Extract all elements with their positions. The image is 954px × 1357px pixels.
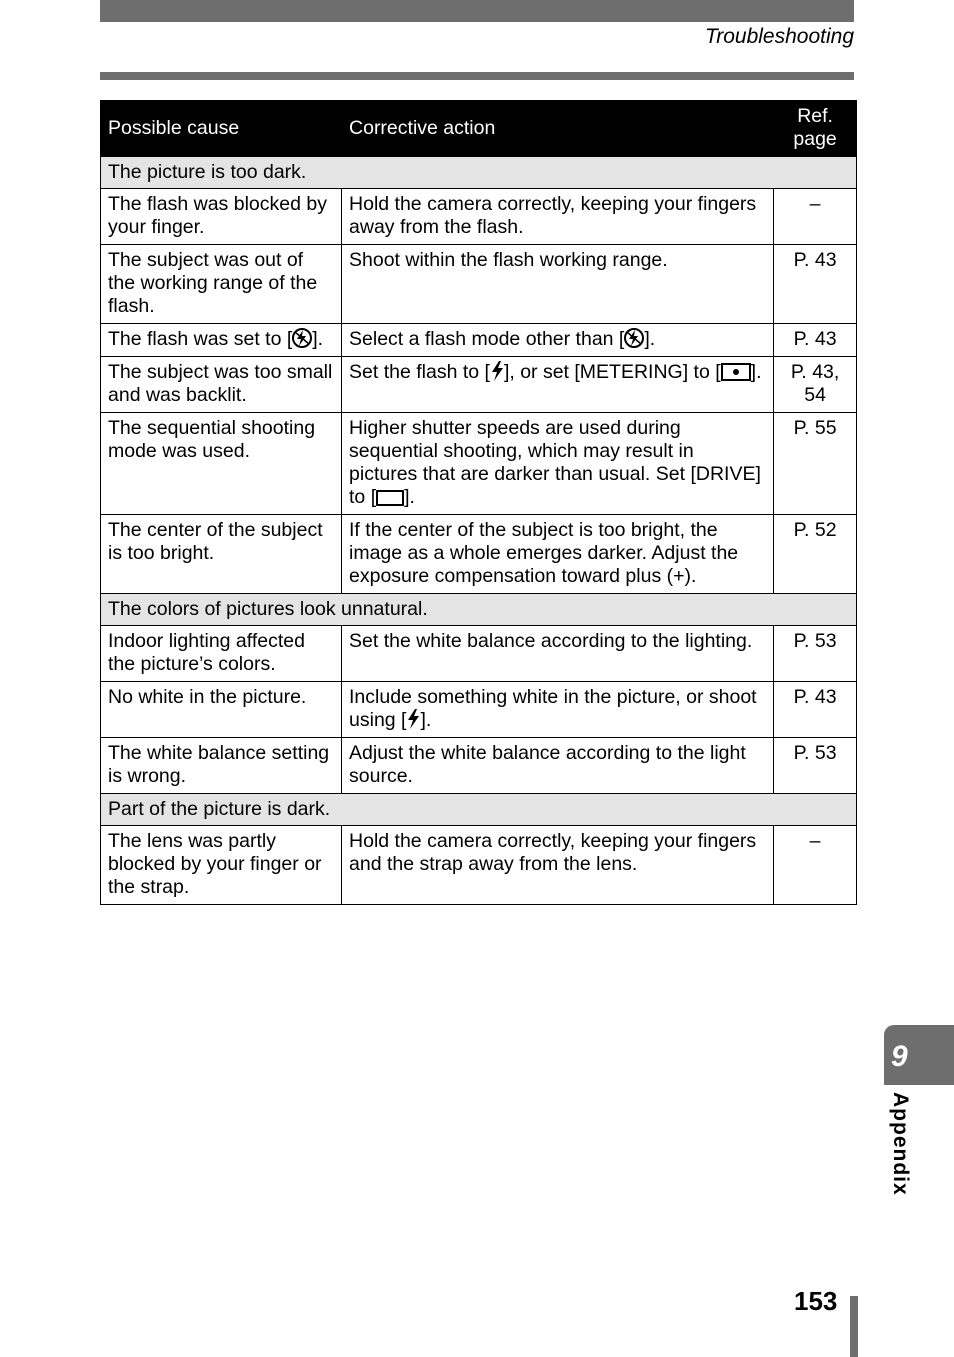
flash-off-icon bbox=[292, 328, 312, 348]
header-rule bbox=[100, 72, 854, 80]
table-row bbox=[101, 245, 857, 324]
cause-cell: No white in the picture. bbox=[101, 682, 342, 738]
running-header-title: Troubleshooting bbox=[704, 25, 854, 48]
section-row bbox=[101, 157, 857, 189]
table-row bbox=[101, 826, 857, 905]
table-header-row bbox=[101, 101, 857, 157]
column-header-ref: Ref. page bbox=[774, 101, 857, 157]
cause-cell: The lens was partly blocked by your finger or the strap. bbox=[101, 826, 342, 905]
action-cell: Set the white balance according to the lighting. bbox=[342, 626, 774, 682]
action-cell: If the center of the subject is too bright, the image as a whole emerges darker. Adjust the exposure compensation toward plus (+). bbox=[342, 515, 774, 594]
column-header-action: Corrective action bbox=[342, 101, 774, 157]
table-row bbox=[101, 324, 857, 357]
action-cell: Include something white in the picture, or shoot using [ ]. bbox=[342, 682, 774, 738]
ref-cell: P. 43 bbox=[774, 324, 857, 357]
action-cell: Shoot within the flash working range. bbox=[342, 245, 774, 324]
action-cell: Hold the camera correctly, keeping your fingers away from the flash. bbox=[342, 189, 774, 245]
ref-cell: – bbox=[774, 826, 857, 905]
section-title: The picture is too dark. bbox=[101, 157, 857, 189]
ref-cell: P. 55 bbox=[774, 413, 857, 515]
ref-cell: P. 53 bbox=[774, 738, 857, 794]
section-row bbox=[101, 594, 857, 626]
chapter-label: Appendix bbox=[889, 1092, 912, 1196]
chapter-number: 9 bbox=[891, 1040, 908, 1073]
cause-cell: The subject was too small and was backlit. bbox=[101, 357, 342, 413]
ref-cell: P. 52 bbox=[774, 515, 857, 594]
cause-cell: Indoor lighting affected the picture’s colors. bbox=[101, 626, 342, 682]
action-cell: Set the flash to [ ], or set [METERING] to [ ]. bbox=[342, 357, 774, 413]
single-frame-icon bbox=[376, 490, 404, 506]
ref-cell: P. 43 bbox=[774, 245, 857, 324]
action-cell: Select a flash mode other than [ ]. bbox=[342, 324, 774, 357]
table-row bbox=[101, 189, 857, 245]
page-number: 153 bbox=[794, 1286, 838, 1316]
section-row bbox=[101, 794, 857, 826]
ref-cell: P. 43, 54 bbox=[774, 357, 857, 413]
spot-metering-icon bbox=[721, 363, 751, 381]
flash-icon bbox=[490, 361, 504, 381]
table-row bbox=[101, 357, 857, 413]
ref-cell: P. 43 bbox=[774, 682, 857, 738]
cause-cell: The white balance setting is wrong. bbox=[101, 738, 342, 794]
column-header-cause: Possible cause bbox=[101, 101, 342, 157]
section-title: Part of the picture is dark. bbox=[101, 794, 857, 826]
cause-cell: The flash was blocked by your finger. bbox=[101, 189, 342, 245]
cause-cell: The sequential shooting mode was used. bbox=[101, 413, 342, 515]
cause-cell: The center of the subject is too bright. bbox=[101, 515, 342, 594]
table-row bbox=[101, 626, 857, 682]
table-row bbox=[101, 413, 857, 515]
table-row bbox=[101, 738, 857, 794]
cause-cell: The flash was set to [ ]. bbox=[101, 324, 342, 357]
flash-icon bbox=[406, 709, 420, 729]
ref-cell: P. 53 bbox=[774, 626, 857, 682]
table-row bbox=[101, 515, 857, 594]
cause-cell: The subject was out of the working range of the flash. bbox=[101, 245, 342, 324]
page-number-bar bbox=[850, 1296, 858, 1357]
ref-cell: – bbox=[774, 189, 857, 245]
top-bar bbox=[100, 0, 854, 22]
flash-off-icon bbox=[624, 328, 644, 348]
troubleshooting-table bbox=[100, 100, 857, 905]
action-cell: Hold the camera correctly, keeping your fingers and the strap away from the lens. bbox=[342, 826, 774, 905]
action-cell: Adjust the white balance according to the light source. bbox=[342, 738, 774, 794]
table-row bbox=[101, 682, 857, 738]
action-cell: Higher shutter speeds are used during sequential shooting, which may result in pictures that are darker than usual. Set [DRIVE] to [ ]. bbox=[342, 413, 774, 515]
section-title: The colors of pictures look unnatural. bbox=[101, 594, 857, 626]
